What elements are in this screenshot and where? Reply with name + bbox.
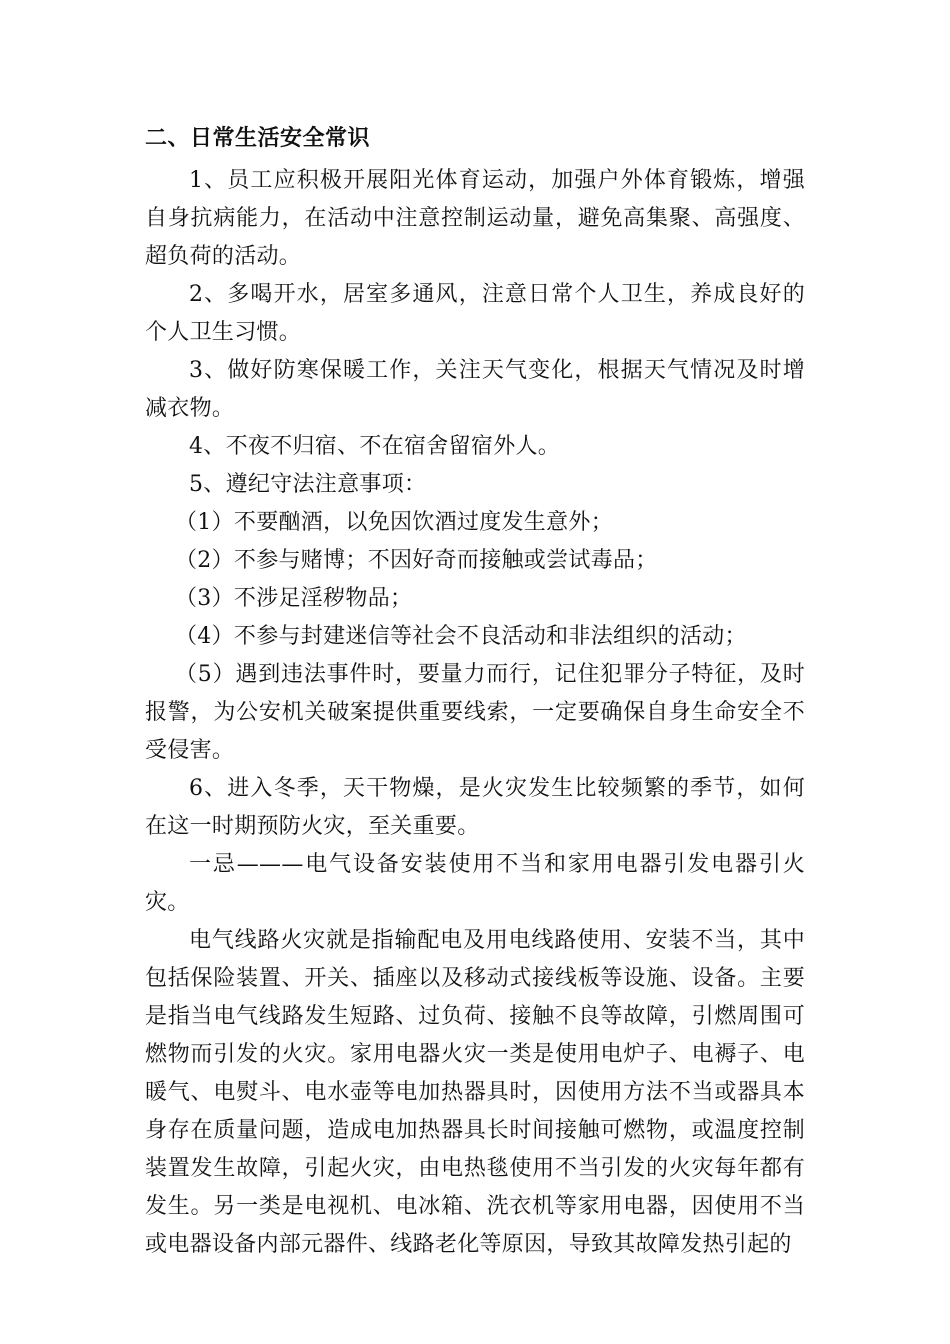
- sub-item-3: （3）不涉足淫秽物品；: [175, 586, 413, 611]
- section-heading: 二、日常生活安全常识: [145, 126, 371, 151]
- document-page: [145, 116, 805, 1264]
- paragraph-item-4: 4、不夜不归宿、不在宿舍留宿外人。: [189, 434, 561, 459]
- sub-item-5: （5）遇到违法事件时，要量力而行，记住犯罪分子特征，及时报警，为公安机关破案提供重要线索，一定要确保自身生命安全不受侵害。: [145, 662, 805, 763]
- paragraph-item-1: 1、员工应积极开展阳光体育运动，加强户外体育锻炼，增强自身抗病能力，在活动中注意控制运动量，避免高集聚、高强度、超负荷的活动。: [145, 168, 805, 269]
- sub-item-1: （1）不要酗酒，以免因饮酒过度发生意外；: [175, 510, 613, 535]
- sub-item-4: （4）不参与封建迷信等社会不良活动和非法组织的活动；: [175, 624, 747, 649]
- paragraph-item-2: 2、多喝开水，居室多通风，注意日常个人卫生，养成良好的个人卫生习惯。: [145, 282, 805, 345]
- sub-item-2: （2）不参与赌博；不因好奇而接触或尝试毒品；: [175, 548, 658, 573]
- paragraph-item-6: 6、进入冬季，天干物燥，是火灾发生比较频繁的季节，如何在这一时期预防火灾，至关重要。: [145, 776, 805, 839]
- paragraph-item-3: 3、做好防寒保暖工作，关注天气变化，根据天气情况及时增减衣物。: [145, 358, 805, 421]
- paragraph-item-5: 5、遵纪守法注意事项：: [189, 472, 427, 497]
- fire-rule-heading: 一忌———电气设备安装使用不当和家用电器引发电器引火灾。: [145, 852, 805, 915]
- electrical-fire-paragraph: 电气线路火灾就是指输配电及用电线路使用、安装不当，其中包括保险装置、开关、插座以及移动式接线板等设施、设备。主要是指当电气线路发生短路、过负荷、接触不良等故障，引燃周围可燃物而引发的火灾。家用电器火灾一类是使用电炉子、电褥子、电暖气、电熨斗、电水壶等电加热器具时，因使用方法不当或器具本身存在质量问题，造成电加热器具长时间接触可燃物，或温度控制装置发生故障，引起火灾，由电热毯使用不当引发的火灾每年都有发生。另一类是电视机、电冰箱、洗衣机等家用电器，因使用不当或电器设备内部元器件、线路老化等原因，导致其故障发热引起的: [145, 928, 805, 1257]
